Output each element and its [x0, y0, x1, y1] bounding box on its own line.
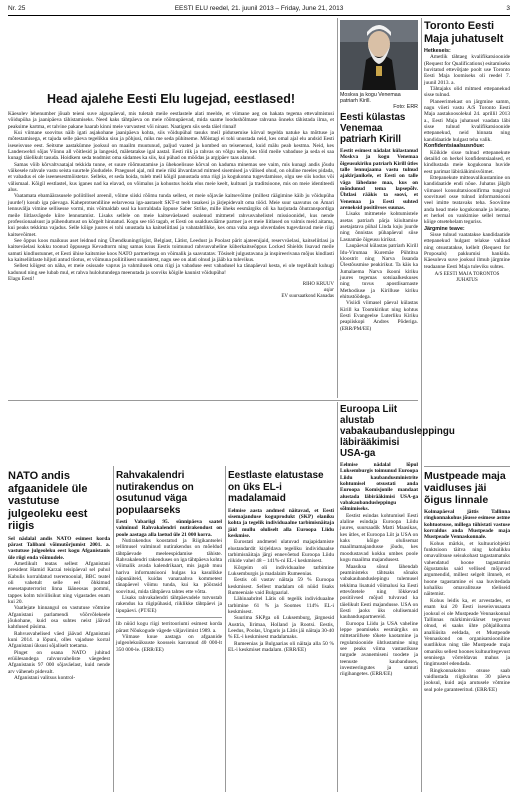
main-article	[8, 20, 334, 400]
rahvakalender-article-title: Rahvakalendri nutirakendus on osutunud väga populaarseks	[116, 470, 194, 516]
toronto-paragraph: Ametlik tähtaeg kvalifikatsioonide (Request for Qualifications) esitamiseks huvitatud ettevõtjate poolt use Toronto Eesti Maja loomiseks oli reedel 7. juunil 2013. a.	[424, 54, 510, 86]
kirill-article	[340, 112, 418, 398]
signature-org: EV suursaatkond Kanadas	[281, 294, 334, 300]
nato-paragraph: Afganistani valitsus kontrol-	[14, 675, 76, 682]
section-divider	[8, 400, 418, 401]
mustpeade-paragraph: Kohus märkis, et kultuuriobjekti funktsioon täitva ning kohalikku omavalitsuse seisukohast tagastamatuks vahendatud hoone tagastamist õigustatuks said vellised mõjuvad argumendid, millest selgelt ilmneb, et hoone tagastamine ei saa huvitedada kohaliku omavalitsuse tõeliseid näitemist.	[424, 540, 510, 598]
euroopa-paragraph: Euroopa Liidu ja USA vaheline leppe peamiseks eesmärgiks on mittetariifsete tõkete kaotamine ja regulatsioonide ühtlustamine ning see peaks viima vastastikuse turgude avanemiseni toodete ja teenuste kaubanduses, investeeringutes ja samuti riigihangetes. (ERR/EE)	[340, 620, 418, 678]
column-divider	[337, 402, 338, 792]
kirill-article-paragraph: Laupäeval külastas patriarh Kirill Idu-Virumaa Kuremäe Pühtitsa kloostrit ning Narva Issanda Ülestõusmise peakirikut. Ta käis ka Jumalaema Narva ikooni kiriku juures tegemas sotsiaalkeskuses ning tuvus apostlisarnaste Methodiuse ja Kirilluse kiriku ehitustöödega.	[340, 243, 418, 300]
rahvakalender-paragraph: Lisaks rahvakalendri tähtpäevadele tutvustab rakendus ka riigipühasid, riiklikke tähtpäevi ja lipupäevi. (PT/EE)	[116, 595, 222, 614]
toronto-article-title: Toronto Eesti Maja juhatuselt	[424, 20, 504, 45]
main-article-closing: Elagu Eesti!	[8, 275, 35, 282]
page-header	[8, 3, 510, 16]
main-article-paragraph: Käesolev lehenumber jõuab teieni suve alguspäeval, mis tuletab meile eestlastele alati meelde, et viimane aeg on hakata tegema ettevalmistusi võidupüha ja jaanipäeva tähistamiseks. Need kaks tähtpäeva on meie rõõmupäevad, mida saame loodushõlmase rahvana õnneks tähistada ilma, et peaksime kartma, et talvine pakane haarab kinni meie varvastest või ninast. Naatigem siis seda täiel rinnal!	[8, 111, 334, 130]
kirill-article-paragraph: Lisaks mitmetele kohtumistele asetas patriarh pärja kiiultamise asetajatava pühal Linda kuju juurde ning õnnistas pühapäeval siise Lasnamäe õigeusu kirikut.	[340, 211, 418, 243]
eestlaste-paragraph: Eurostati andmetel ulatuvad majapidamiste elustandardit kirjeldava tegeliku individuaalse tarbimisnäitaja järgi ennevõetud Euroopa Liidu riikide vahel 48 – 141%-ni EL-i keskmisest.	[228, 539, 334, 565]
euroopa-article-lead: Eelmise nädalal lõpul Luksemburgis toimunud Euroopa Liidu kaubandusministrite kohtumisel otsustati anda Euroopa Komisjonile mandaat alustada läbirääkimisi USA-ga vabakaubandusleppingu sõlmimiseks.	[340, 462, 418, 513]
nato-paragraph: Rahvusvahelised väed jäävad Afganistani kuni 2014. a lõpuni, olles vajaduse korral Afganistani üksusi sõjaliselt toetama.	[8, 630, 110, 650]
main-article-paragraph: Vaatamata ebamäärasusele poliitilisel areenil, võime siiski rõõmu tunda sellest, et meie sõjaväe kaitsevõime (millest räägimine käib ju võidupüha juurde!) kosub iga päevaga. Kaheprotsendiline eelarveosa iga-aastaselt SKT-st teeb tasakesi ja järjepidevalt oma tööd. Meie suur saavutus on Ämari lennuvälja vimine sellisesse vormi, mis võimaldab seal ka korraldada õppuse Saber Strike, mille üheks eesmärgiks oli ka harjutada õhutranspordiga meile liitlasvägede kiire lennutamist. Lisaks sellele on meie kaitseväelased osalenud mitmetel rahvusvahelistel missioonidel, kus nende professionaalsust ja pühendumust on kõrgelt hinnatud. Kogu see töö tagab, et Eesti on usaldusväärne partner ja et meie liitlased on valmis meid aitama, kui peaks tekkima vajadus. Selle kõige juures ei tohi unustada ka kaitseliitlasi ja vabatahtlikke, kes oma vaba aega ohverdades tugevdavad meie riigi kaitsevõimet.	[8, 193, 334, 238]
section-divider	[424, 466, 510, 467]
toronto-subhead-status: Hetkeseis:	[424, 48, 451, 54]
kirill-article-lead: Eestit esimest nädalat külastanud Moskva ja kogu Venemaa õigeusukiriku patriarh Kirill ütles talle lennujaama vastu tulnud ajakirjanikele, et Eesti on talle väga lähedane maa, kus on mõndunud tema lapsepõlv. Ühtlasi rääkis ta sooví, et Venemaa ja Eesti suhted areneksid positiivses suunas.	[340, 148, 418, 212]
nato-paragraph: Pinget on osana NATO juhitud erüülesandega rahvusvaheliste väegedest Afganistanis 97 000 sõjaväelast, kuid nende arv väheneb pidevalt.	[8, 649, 110, 675]
issue-number: Nr. 25	[8, 5, 26, 12]
nato-continuation: Viimase kuue aastaga on afgaanide julgeolekuüksuste koosseis kasvanud 40 000-lt 350 000-le. (ERR/EE)	[116, 633, 222, 653]
toronto-paragraph: Planeerimekast on järgmine samm, nagu viieti vastu A/S Toronto Eesti Maja aastakoosolekul 24. aprillil 2013 a., Eesti Maja juhatusel vaadata läbi sisse tulnud kvalifikatsioonide ettepanekud, neid hinnata ning kandidaatide hulgast teha valik.	[424, 98, 510, 143]
eestlaste-article	[228, 470, 334, 792]
toronto-subhead-next: Järgmine teave:	[424, 225, 465, 232]
signature-role: asjur	[323, 288, 334, 294]
photo-caption	[340, 92, 418, 111]
eestlaste-article-lead: Eelmise aasta andmed näitavad, et Eesti sisemajanduse koguprodukt (SKP) elaniku kohta ja tegelik individuaalne tarbimisnäitaja jäid mullu oluliselt alla Euroopa Liidu keskmise.	[228, 507, 334, 539]
euroopa-article	[340, 404, 455, 792]
column-divider	[113, 466, 114, 792]
eestlaste-article-title: Eestlaste elatustase on üks EL-i madalamaid	[228, 470, 324, 504]
signature-name: RIHO KRUUV	[302, 282, 334, 288]
main-article-signature	[8, 282, 334, 300]
main-article-paragraph: Kui viimane soovitus näib igati asjakohane jaanipäeva kohta, siis võidupühal tasuks meil pidutsemise kõrval tegelda natuke ka mõttuse ja mõtestamisega, et tajuda selle päeva tegelikku sisu ja põhjusi, miks me seda pühitseme. Mõistagi ei tohi unustada neid, kes omal ajal elu andsid Eesti iseseisvuse eest. Seitsme aastakümne jooksul on maailm muutunud, paljud vaated ja kombed on teisenenud, kuid mälu peab kestma. Neid, kes Landeswehri sõjas Võnnu all võitlesid ja langesid, mäletatakse igal aastal. Eesti riik ja rahvas on võlgu neile, kes tõid meile vabaduse ja seda ei saa kunagi täielikult tasuda. Hoidkem seda teadmist oma südames ka siis, kui pühad on möödas ja argipäev taas alanud.	[8, 130, 334, 162]
eestlaste-paragraph: Rumeenias ja Bulgaarias oli näitaja alla 50 % EL-i keskmiset madalam. (ERR/EE)	[228, 640, 334, 654]
main-article-title: Head ajalehe Eesti Elu lugejad, eestlased!	[46, 92, 296, 106]
main-article-paragraph: See õppus koos maikuus aset leidnud ning Ühendkuningriigist, Belgiast, Lätist, Leedust ja Poolast pärit ajateenijaid, reservväelasi, kaitseliitlasi ja kaitseväelasi kokku toonud õppusega Kevadtorm ning samas kuus Eestis toimunud rahvusvaheline küberkaitseõppus Locked Shields lisavad meile samuti kindlustunnet, et Eesti ühise kaitsmise koos NATO partneritega on võimalik ja saavutatav. Tõsiselt julgustavana ja inspireerivana mõjus kindlasti ka kaitseliitlaste hiljuti antud tõotus, et võimuna poliitilisest suunistest, nagu see on alati olnud ja jääb ka tulevikus.	[8, 237, 334, 263]
toronto-signature: A/S EESTI MAJA TORONTOS JUHATUS	[434, 272, 500, 284]
main-article-paragraph: Sellest kõigest on näha, et meie osissade vaprus ja vahmilusek oma riigi ja vabaduse eest vabadusel ka tänapäeval kesta, ei ole tegelikult kuhugi kadunud ning see lubab mul, et rahva hulolutundega meenutada ja sooviks kõigile kaunist võidupüha!	[8, 263, 334, 276]
kirill-article-paragraph: Visiidi viimasel päeval külastas Kirill ka Toomkirikut ning kohtus Eesti Evangeelse Luterliku Kiriku peapiiskopi Andres Põderiga. (ERR/PM/EE)	[340, 300, 418, 332]
toronto-paragraph: Tähtajaks olid mitmed ettepanekud sisse tulnud.	[424, 86, 510, 99]
mustpeade-paragraph: Kohus leidis ka, et arvestades, et enam kui 20 Eesti iseseisvusaasta jooksul ei ole Mustpeade Vennaskonnal Tallinnas märkimisväärset tegevust olnud, ei saaks ühte pöhjalikuma analüüsita eeldada, et Mustpeade Vennaskond on organisatsiooniline suutlikkus ning täie Mustpeade maja omaniku sellest hoones kultuuritegevust sennisega võrreldavas mahus ja tingimustel edendada.	[424, 597, 510, 668]
nato-article-lead: Sel nädalal andis NATO esimest korda pärast Talibani võimutõrjumist 2001. a. vastutuse julgeoleku eest kogu Afganistanis üle riigi enda võimudele.	[8, 535, 110, 561]
toronto-paragraph: Kõikide sisse tulnud ettepanekute detailid on herkel konfidentsiaalsed, et kindlustada meie kogukonna huvide eest parimat läbirääkimisvõimet.	[424, 149, 510, 175]
mustpeade-article	[424, 470, 510, 792]
euroopa-paragraph: Maasiksa sõnul lähendab peaministeks tähtsaks sõnaks vabakaubanduslepingu tulemusel tekkima lisatuid võimalusi ka Eesti ettevõtetele ning lõkkevad positiivsed mõjud tulvavad ka täielikult Eesti majandusse. USA on Eesti jaoks üks olulisemaid kaubanduspartnereid.	[340, 563, 418, 621]
nato-article-title: NATO andis afgaanidele üle vastutuse julgeoleku eest riigis	[8, 470, 88, 532]
patriarch-photo	[340, 20, 418, 90]
continuation-divider	[116, 617, 222, 618]
nato-paragraph: Vaatlejate hinnangul on vastutuse võtmine Afganistani parlamendi võõrvõlekeele jõukohane, kuid osa suhtes neist jäävad kahtlused püsima.	[8, 605, 110, 631]
euroopa-paragraph: Eestist esindas kohtumisel Eesti alaline esindaja Euroopa Liidu juures, suursaadik Matti Maasikas, kes ütles, et Euroopa Liit ja USA on kaks kõige olulisemat maailmamajandusse jõudu, kes moodustavad kokku umbes poole kogu maailma majandusest.	[340, 512, 418, 564]
toronto-paragraph: Sisse tulnud vaatatakse kandidaatide ettepanekud hulgast telakse valikud ning otsustatakse, kellelt (Request for Proposals) pakkumisi hankida. Käesoleva suve jooksul ilmub järgmine teadaanne Eesti Maja tuleviku suhtes.	[424, 231, 510, 270]
toronto-article	[424, 20, 510, 460]
toronto-subhead-confidentiality: Konfidentsiaalsusnõue:	[424, 143, 485, 150]
mustpeade-article-title: Mustpeade maja vaidluses jäi õigus linnale	[424, 470, 506, 506]
toronto-paragraph: Ettepanekute mitteavalikustamine on kandidaatide endi nõue. Juhatus jälgib viimasel konsultatsioonifirma tungival soovitusel osse tulnud informatsiooni veel imitte teatavaks teha. Sooviime anda head meie kogukonnale ja leiame, et herkel on vankimise sellel termal kõige otsetehelam teguriss.	[424, 174, 510, 226]
column-divider	[225, 466, 226, 792]
rahvakalender-article-lead: Eesti Vabariigi 95. sünnipäeva saatel valminud Rahvakalendri nutirakendust on poole aastaga alla laetud üle 21 000 korra.	[116, 519, 222, 538]
euroopa-article-title: Euroopa Liit alustab vabakaubandusleppingu läbirääkimisi USA-ga	[340, 404, 455, 459]
eestlaste-paragraph: Kõrgeim oli individuaalne tarbimine Luksemburgis ja madalaim Rumeenias.	[228, 564, 334, 577]
masthead-date: EESTI ELU reedel, 21. juunil 2013 – Friday, June 21, 2013	[174, 5, 344, 12]
rahvakalender-article	[116, 470, 222, 792]
mustpeade-article-lead: Kolmapäeval jättis Tallinna ringkonnakohus jõusse esimese astme kohtuotsuse, millega tühistati vastuse korraldus anda Mustpeade maja Mustpeade Vennaskonnale.	[424, 509, 510, 541]
eestlaste-paragraph: Suurima SKPga oli Luksemburg, järgnesid Austria, Iirimaa, Holland ja Rootsi. Eestis, Leedus, Poolas, Ungaris ja Lätis jäi näitaja 30-40 % EL-i keskmisest madalamaks.	[228, 615, 334, 641]
column-divider	[337, 18, 338, 398]
photo-credit: Foto: ERR	[393, 104, 418, 111]
page-number: 3	[506, 5, 510, 12]
rahvakalender-paragraph: Nutirakendus koostatud ja Riigikantselei tellimusel valminud nutirakendus on mõeldud tähtpäevade meeleespidamise tähiste. Rahvakalendri rakenduses on iga tähtpäeva kohta võimalik avada kalendrikaart, mis jagab muu hariva informatsiooni hulgas ka kasulikke näpunäiteid, kuidas vanaraahva kommetest tänapäevel võimu tunda, kui ka pöörasid soovitusi, mida tähtpäeva tahtes ette võtta.	[116, 538, 222, 595]
nato-article	[8, 470, 110, 792]
kirill-article-title: Eesti külastas Venemaa patriarh Kirill	[340, 112, 406, 145]
mustpeade-paragraph: Ringkonnakohtu otsuse saab vaidlustada riigikohtus 30 päeva jooksul, kuid asja arutusele võtmine seal pole garanteeritud. (ERR/EE)	[424, 667, 510, 693]
photo-caption-text: Moskva ja kogu Venemaa patriarh Kirill.	[340, 92, 401, 105]
nato-paragraph: Ametlikult teatas sellest Afganistani president Hamid Karzai teisipäeval sel puhul Kabulis korraldatud tseremoonial, BBC teatel oli vahetult selle eel õhkimud enesetaputerrorist linna lääneosas pommi, tappes kolm tsiviilisikut ning vigastades enam kui 20.	[8, 560, 110, 605]
column-divider	[421, 18, 422, 792]
main-article-paragraph: Samas võib kõrvaltvaatajal tekkida tunne, et suure rõõmustamise ja ühekoelisuse kõrval on kaduma minemas see vaim, mis kunagi andis jõudu väikesele rahvale vastu seista suurtele jõududele. Praegusel ajal, mil meie riiki ähvardavad mitmed sisemised ja välised ohud, on oluline meeles pidada, et vabadus ei ole iseenesestmõistetav. Selleks, et seda hoida, tuleb meil kõigil panustada oma riigi ja kogukonna tugevdamisse, olgu see siis kodus või välismaal. Kõigil eestlastel, kus iganes nad ka elavad, on võimalus ja kohustus hoida elus meie keelt, kultuuri ja traditsioone, mis on meie identiteedi alus.	[8, 161, 334, 194]
nato-continuation: lib nüüd kogu riigi territooriumi esimest korda pärast Nõukogude vägede väljaviimist 1989. a.	[116, 621, 222, 634]
eestlaste-paragraph: Lähinaabritel Lätis oli tegelik individuaalne tarbimine 61 % ja Soomes 114% EL-i keskmisest.	[228, 596, 334, 615]
eestlaste-paragraph: Eestis oli vastav näitaja 59 % Euroopa keskmisest. Sellest madalam oli nüüd lisaks Rumeeniale vaid Bulgaarial.	[228, 577, 334, 596]
patriarch-figure	[340, 20, 418, 90]
